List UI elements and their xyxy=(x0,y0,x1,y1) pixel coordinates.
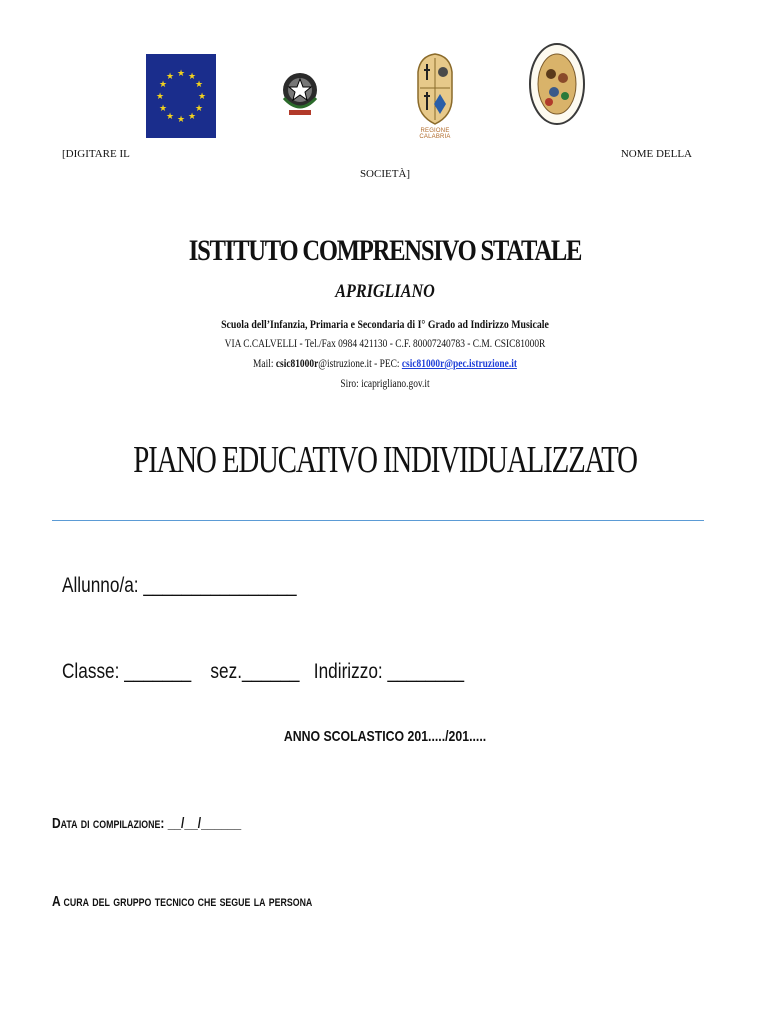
svg-text:★: ★ xyxy=(187,112,197,122)
svg-text:★: ★ xyxy=(194,104,204,114)
pec-link[interactable]: csic81000r@pec.istruzione.it xyxy=(401,358,517,370)
school-town: APRIGLIANO xyxy=(335,281,435,302)
school-mail-line xyxy=(69,358,700,370)
svg-text:★: ★ xyxy=(197,92,207,102)
svg-text:★: ★ xyxy=(165,112,175,122)
svg-text:★: ★ xyxy=(165,72,175,82)
compilation-label: Data di compilazione: xyxy=(52,815,165,832)
svg-text:★: ★ xyxy=(158,104,168,114)
eu-stars-icon xyxy=(146,54,216,138)
svg-text:★: ★ xyxy=(176,115,186,125)
svg-text:★: ★ xyxy=(194,80,204,90)
compilation-value: __/__/______ xyxy=(164,815,242,832)
header-placeholder-bottom: SOCIETÀ] xyxy=(359,168,411,180)
school-seal-logo xyxy=(527,40,587,130)
mail-domain: @istruzione.it - PEC: xyxy=(318,358,402,370)
calabria-caption: REGIONE CALABRIA xyxy=(419,128,451,140)
star-emblem-icon xyxy=(280,60,320,134)
svg-text:★: ★ xyxy=(187,72,197,82)
header-placeholder-left: [DIGITARE IL xyxy=(62,148,130,160)
class-field: Classe: _______ xyxy=(62,660,192,683)
svg-text:★: ★ xyxy=(158,80,168,90)
calabria-shield-icon xyxy=(412,50,458,130)
regione-calabria-emblem xyxy=(412,50,458,138)
school-year: ANNO SCOLASTICO 201...../201..... xyxy=(283,728,487,745)
svg-text:★: ★ xyxy=(155,92,165,102)
section-field: sez.______ xyxy=(210,660,300,683)
italian-republic-emblem xyxy=(280,60,320,134)
eu-flag-logo xyxy=(146,54,216,138)
header-placeholder-right: NOME DELLA xyxy=(620,148,692,160)
svg-text:★: ★ xyxy=(176,69,186,79)
school-address: VIA C.CALVELLI - Tel./Fax 0984 421130 - C.F. 80007240783 - C.M. CSIC81000R xyxy=(224,338,546,350)
school-seal-icon xyxy=(527,40,587,130)
track-field: Indirizzo: ________ xyxy=(313,660,465,683)
curated-by: A cura del gruppo tecnico che segue la persona xyxy=(52,893,313,910)
divider-rule xyxy=(52,520,704,521)
class-line xyxy=(62,660,464,684)
compilation-date-line xyxy=(52,815,241,832)
school-site: Siro: icaprigliano.gov.it xyxy=(340,378,430,390)
school-title: ISTITUTO COMPRENSIVO STATALE xyxy=(188,234,582,267)
mail-user: csic81000r xyxy=(275,358,319,370)
school-description: Scuola dell’Infanzia, Primaria e Secondaria di I° Grado ad Indirizzo Musicale xyxy=(221,317,549,331)
student-field: Allunno/a: ________________ xyxy=(62,574,297,597)
mail-label: Mail: xyxy=(253,358,276,370)
document-heading: PIANO EDUCATIVO INDIVIDUALIZZATO xyxy=(133,439,637,481)
